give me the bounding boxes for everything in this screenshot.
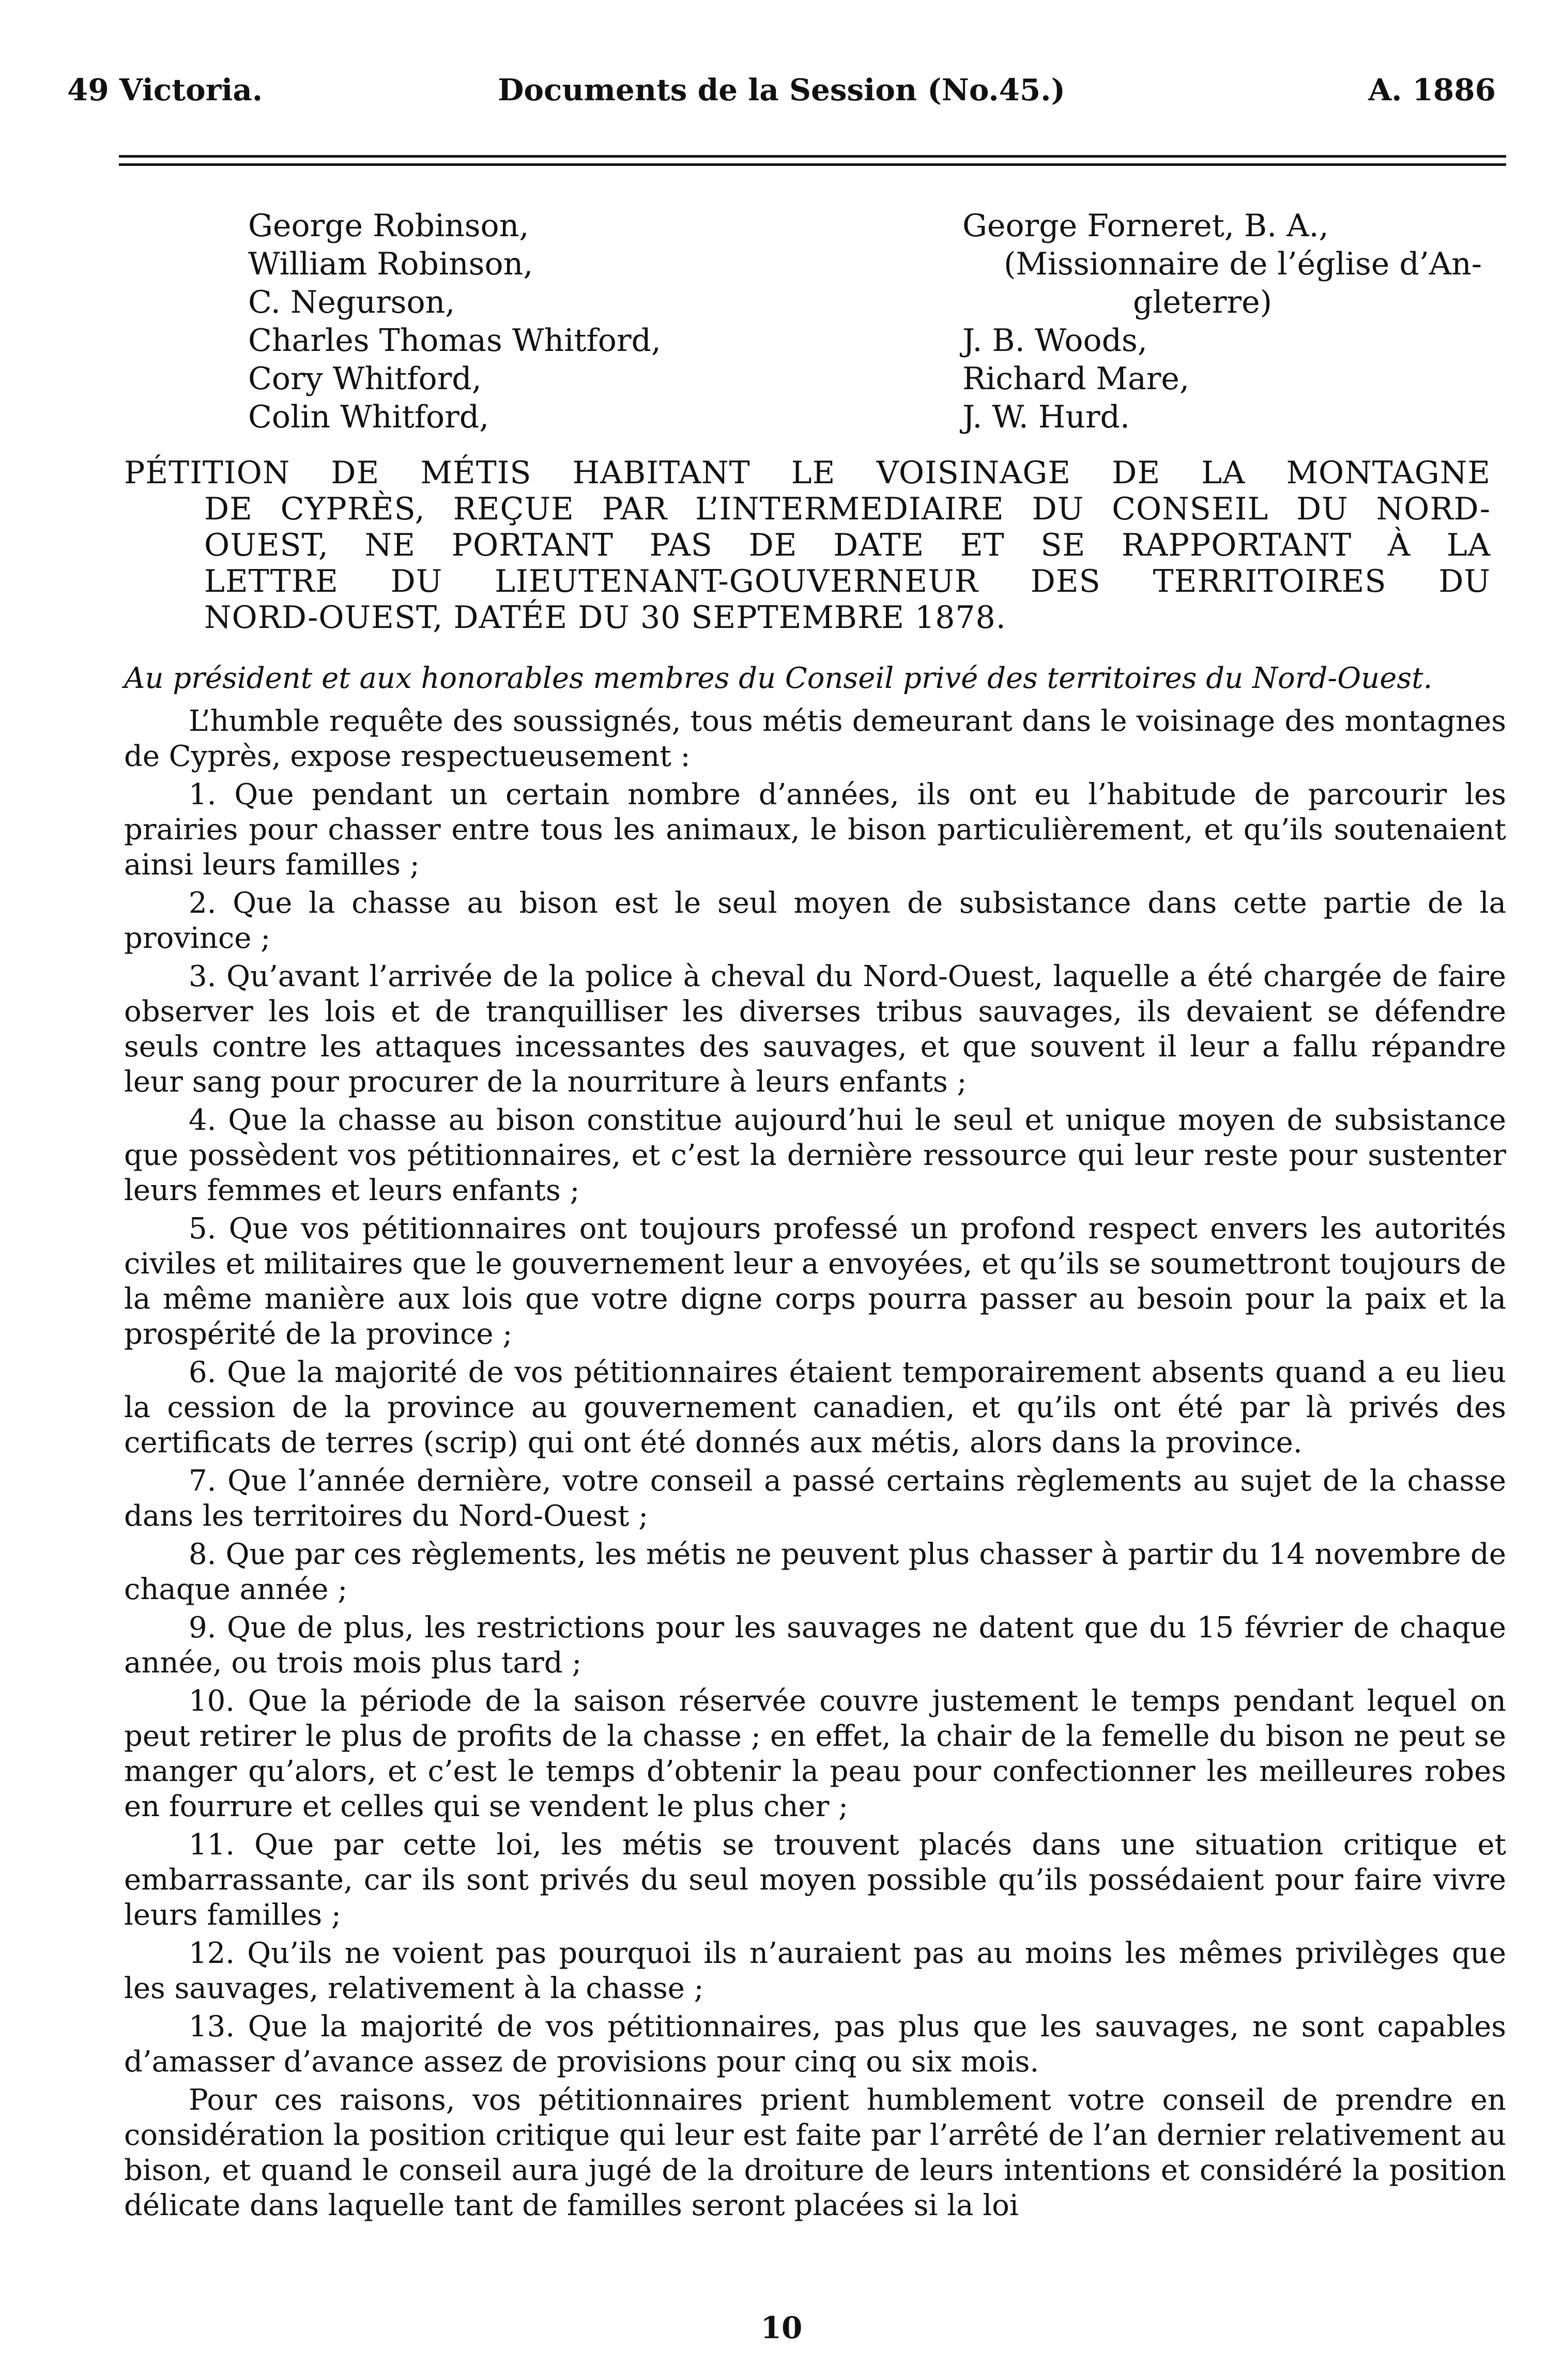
petition-item: 8. Que par ces règlements, les métis ne peuvent plus chasser à partir du 14 novembre de chaque année ;	[124, 1538, 1506, 1606]
title-line: NORD-OUEST, DATÉE DU 30 SEPTEMBRE 1878.	[204, 600, 1006, 636]
header-rule-top	[119, 155, 1506, 158]
signatories-right-column	[962, 207, 1510, 436]
signatory-name: George Forneret, B. A.,	[962, 208, 1329, 244]
signatory-name: Richard Mare,	[962, 361, 1190, 397]
petition-item: 7. Que l’année dernière, votre conseil a passé certains règlements au sujet de la chasse dans les territoires du Nord-Ouest ;	[124, 1464, 1506, 1533]
petition-item: 4. Que la chasse au bison constitue aujourd’hui le seul et unique moyen de subsistance que possèdent vos pétitionnaires, et c’est la dernière ressource qui leur reste pour sustenter leurs femmes et leurs enfants ;	[124, 1103, 1506, 1207]
petition-item: 12. Qu’ils ne voient pas pourquoi ils n’auraient pas au moins les mêmes privilèges que les sauvages, relativement à la chasse ;	[124, 1937, 1506, 2005]
conclusion-paragraph: Pour ces raisons, vos pétitionnaires prient humblement votre conseil de prendre en considération la position critique qui leur est faite par l’arrêté de l’an dernier relativement au bison, et quand le conseil aura jugé de la droiture de leurs intentions et considéré la position délicate dans laquelle tant de familles seront placées si la loi	[124, 2083, 1506, 2222]
petition-item: 9. Que de plus, les restrictions pour les sauvages ne datent que du 15 février de chaque année, ou trois mois plus tard ;	[124, 1611, 1506, 1680]
petition-item: 10. Que la période de la saison réservée couvre justement le temps pendant lequel on peut retirer le plus de profits de la chasse ; en effet, la chair de la femelle du bison ne peut se manger qu’alors, et c’est le temps d’obtenir la peau pour confectionner les meilleures robes en fourrure et celles qui se vendent le plus cher ;	[124, 1684, 1506, 1823]
header-rule-bottom	[119, 163, 1506, 166]
signatory-name: Cory Whitford,	[248, 361, 482, 397]
page-number: 10	[760, 2310, 803, 2345]
petition-item: 11. Que par cette loi, les métis se trouvent placés dans une situation critique et embarrassante, car ils sont privés du seul moyen possible qu’ils possédaient pour faire vivre leurs familles ;	[124, 1828, 1506, 1932]
title-line: LETTRE DU LIEUTENANT-GOUVERNEUR DES TERRITOIRES DU	[204, 563, 1491, 600]
header-regnal-year: 49 Victoria.	[67, 72, 263, 108]
signatory-name: William Robinson,	[248, 246, 533, 282]
petition-item: 1. Que pendant un certain nombre d’années, ils ont eu l’habitude de parcourir les prairies pour chasser entre tous les animaux, le bison particulièrement, et qu’ils soutenaient ainsi leurs familles ;	[124, 778, 1506, 882]
petition-title	[124, 455, 1491, 636]
signatory-name: J. W. Hurd.	[962, 399, 1130, 435]
title-line: PÉTITION DE MÉTIS HABITANT LE VOISINAGE DE LA MONTAGNE	[124, 455, 1491, 491]
signatories-left-column	[248, 207, 817, 436]
signatory-name: C. Negurson,	[248, 284, 455, 320]
signatory-name: J. B. Woods,	[962, 323, 1147, 359]
header-year: A. 1886	[1368, 72, 1496, 108]
signatory-name: George Robinson,	[248, 208, 529, 244]
petition-item: 6. Que la majorité de vos pétitionnaires étaient temporairement absents quand a eu lieu la cession de la province au gouvernement canadien, et qu’ils ont été par là privés des certificats de terres (scrip) qui ont été donnés aux métis, alors dans la province.	[124, 1356, 1506, 1460]
header-session-title: Documents de la Session (No.45.)	[498, 72, 1065, 108]
intro-paragraph: L’humble requête des soussignés, tous métis demeurant dans le voisinage des montagnes de Cyprès, expose respectueusement :	[124, 704, 1506, 773]
title-line: OUEST, NE PORTANT PAS DE DATE ET SE RAPPORTANT À LA	[204, 527, 1491, 563]
running-header	[67, 72, 1496, 129]
signatory-title-cont: gleterre)	[1133, 284, 1273, 320]
petition-item: 13. Que la majorité de vos pétitionnaires, pas plus que les sauvages, ne sont capables d’amasser d’avance assez de provisions pour cinq ou six mois.	[124, 2010, 1506, 2079]
signatory-name: Colin Whitford,	[248, 399, 489, 435]
petition-item: 5. Que vos pétitionnaires ont toujours professé un profond respect envers les autorités civiles et militaires que le gouvernement leur a envoyées, et qu’ils se soumettront toujours de la même manière aux lois que votre digne corps pourra passer au besoin pour la paix et la prospérité de la province ;	[124, 1212, 1506, 1351]
title-line: DE CYPRÈS, REÇUE PAR L’INTERMEDIAIRE DU CONSEIL DU NORD-	[204, 491, 1491, 527]
signatory-title: (Missionnaire de l’église d’An-	[1004, 246, 1482, 282]
petition-item: 2. Que la chasse au bison est le seul moyen de subsistance dans cette partie de la province ;	[124, 886, 1506, 955]
petition-body	[124, 704, 1506, 2227]
salutation-address: Au président et aux honorables membres du Conseil privé des territoires du Nord-Ouest.	[124, 662, 1433, 695]
signatory-name: Charles Thomas Whitford,	[248, 323, 661, 359]
petition-item: 3. Qu’avant l’arrivée de la police à cheval du Nord-Ouest, laquelle a été chargée de faire observer les lois et de tranquilliser les diverses tribus sauvages, ils devaient se défendre seuls contre les attaques incessantes des sauvages, et que souvent il leur a fallu répandre leur sang pour procurer de la nourriture à leurs enfants ;	[124, 960, 1506, 1099]
